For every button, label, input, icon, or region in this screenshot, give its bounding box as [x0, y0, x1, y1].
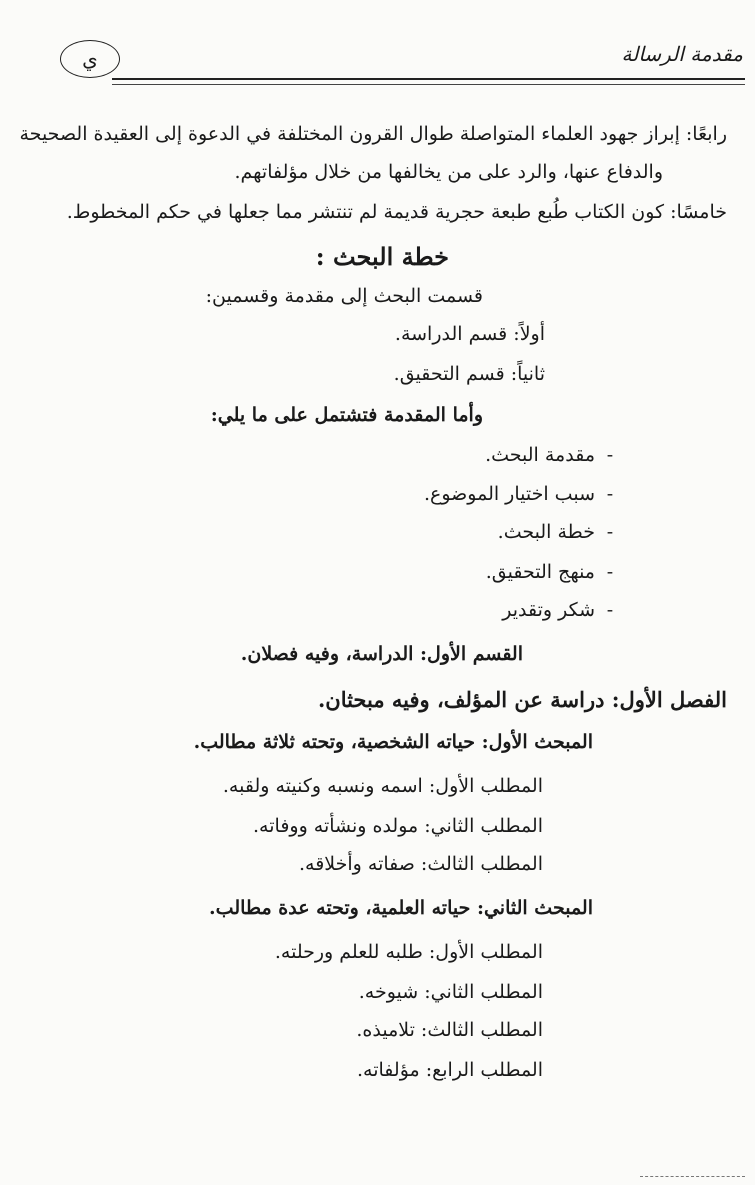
intro-item-text: شكر وتقدير [502, 599, 595, 621]
topic-one-item-1: المطلب الأول: اسمه ونسبه وكنيته ولقبه. [222, 775, 543, 797]
topic-two-item-4: المطلب الرابع: مؤلفاته. [357, 1059, 543, 1081]
topic-two-item-2: المطلب الثاني: شيوخه. [358, 981, 543, 1003]
dash-marker: - [606, 444, 614, 466]
header-rule-thick [112, 78, 745, 80]
chapter-one-heading: الفصل الأول: دراسة عن المؤلف، وفيه مبحثان. [317, 687, 727, 712]
plan-section-1: أولاً: قسم الدراسة. [394, 323, 545, 345]
header-rule-thin [112, 84, 745, 85]
page-number: ي [82, 47, 98, 71]
topic-one-item-2: المطلب الثاني: مولده ونشأته ووفاته. [253, 815, 543, 837]
dash-marker: - [606, 599, 614, 621]
intro-item-5 [502, 598, 625, 622]
plan-heading: خطة البحث : [315, 242, 449, 271]
intro-item-4 [486, 560, 625, 584]
topic-two-item-1: المطلب الأول: طلبه للعلم ورحلته. [274, 941, 543, 963]
running-header-title: مقدمة الرسالة [621, 42, 743, 66]
intro-item-text: منهج التحقيق. [485, 561, 595, 583]
topic-one-heading: المبحث الأول: حياته الشخصية، وتحته ثلاثة مطالب. [193, 731, 593, 753]
intro-item-2 [424, 482, 625, 506]
dash-marker: - [606, 561, 614, 583]
intro-heading: وأما المقدمة فتشتمل على ما يلي: [210, 404, 483, 426]
paragraph-fourth-line1: رابعًا: إبراز جهود العلماء المتواصلة طوال القرون المختلفة في الدعوة إلى العقيدة الصحيحة [19, 123, 727, 145]
plan-intro: قسمت البحث إلى مقدمة وقسمين: [205, 285, 483, 307]
paragraph-fourth-line2: والدفاع عنها، والرد على من يخالفها من خلال مؤلفاتهم. [234, 161, 663, 183]
topic-two-item-3: المطلب الثالث: تلاميذه. [356, 1019, 543, 1041]
dash-marker: - [606, 483, 614, 505]
topic-one-item-3: المطلب الثالث: صفاته وأخلاقه. [299, 853, 543, 875]
intro-item-text: سبب اختيار الموضوع. [423, 483, 595, 505]
topic-two-heading: المبحث الثاني: حياته العلمية، وتحته عدة مطالب. [209, 897, 593, 919]
intro-item-1 [485, 443, 625, 467]
part-one-heading: القسم الأول: الدراسة، وفيه فصلان. [240, 643, 523, 665]
footer-rule [640, 1176, 745, 1177]
intro-item-3 [498, 520, 625, 544]
plan-section-2: ثانياً: قسم التحقيق. [393, 363, 545, 385]
page-number-badge [60, 40, 120, 78]
intro-item-text: مقدمة البحث. [485, 444, 595, 466]
intro-item-text: خطة البحث. [497, 521, 595, 543]
dash-marker: - [606, 521, 614, 543]
paragraph-fifth: خامسًا: كون الكتاب طُبع طبعة حجرية قديمة لم تنتشر مما جعلها في حكم المخطوط. [66, 201, 727, 223]
